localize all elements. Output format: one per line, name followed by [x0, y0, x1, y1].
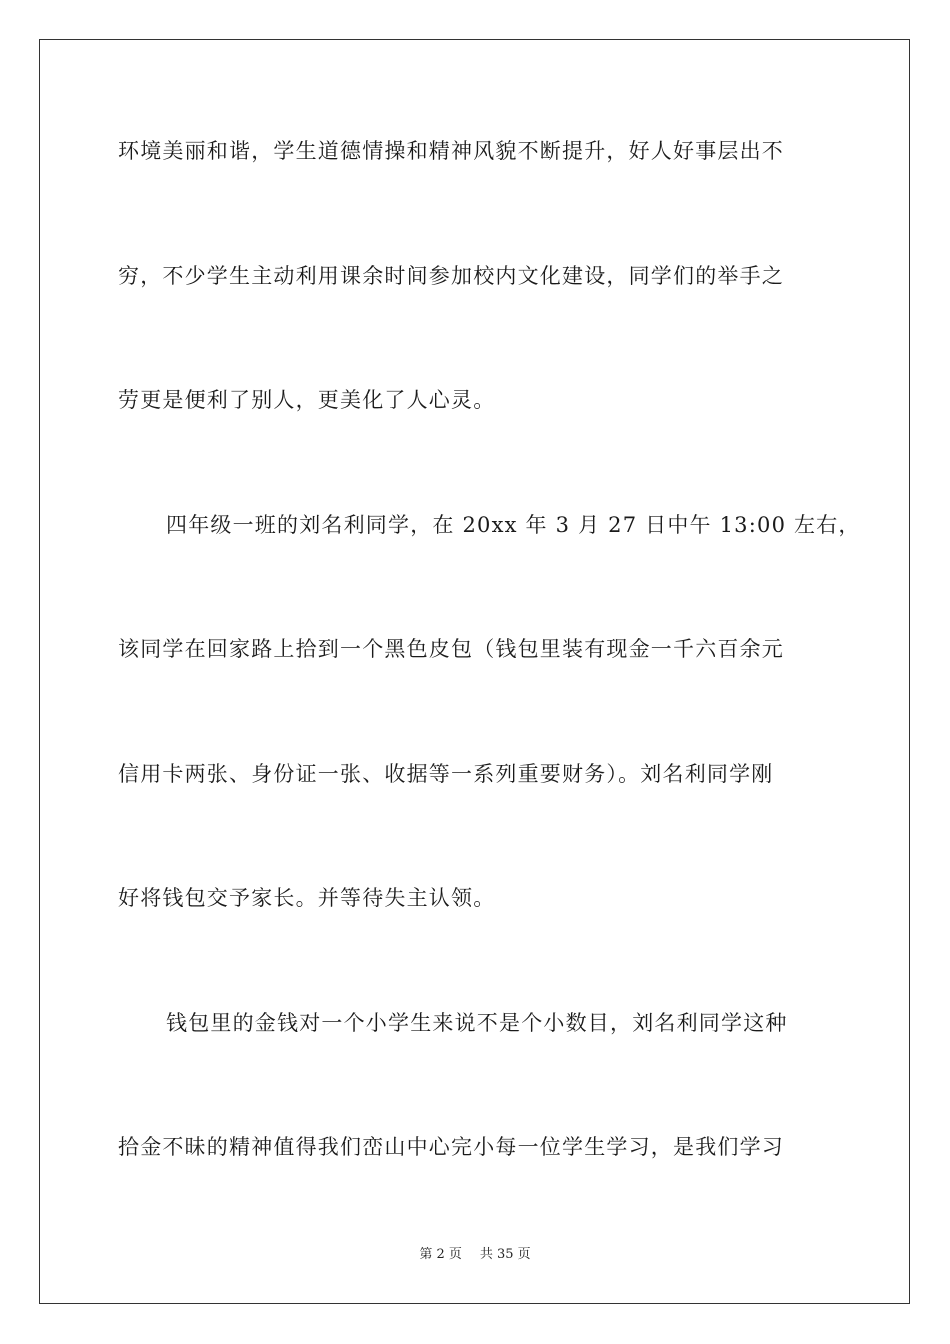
page-total: 共 35 页 — [479, 1247, 531, 1262]
body-line-8: 钱包里的金钱对一个小学生来说不是个小数目，刘名利同学这种 — [166, 1011, 788, 1035]
body-line-4: 四年级一班的刘名利同学，在 20xx 年 3 月 27 日中午 13:00 左右， — [166, 513, 861, 537]
body-line-9: 拾金不昧的精神值得我们峦山中心完小每一位学生学习，是我们学习 — [118, 1135, 784, 1159]
page-footer — [0, 1246, 950, 1264]
body-line-7: 好将钱包交予家长。并等待失主认领。 — [118, 886, 496, 910]
body-line-5: 该同学在回家路上拾到一个黑色皮包（钱包里装有现金一千六百余元 — [118, 637, 784, 661]
body-line-3: 劳更是便利了别人，更美化了人心灵。 — [118, 388, 496, 412]
body-line-6: 信用卡两张、身份证一张、收据等一系列重要财务）。刘名利同学刚 — [118, 762, 774, 786]
body-line-2: 穷，不少学生主动利用课余时间参加校内文化建设，同学们的举手之 — [118, 264, 784, 288]
page-border — [39, 39, 910, 1304]
body-line-1: 环境美丽和谐，学生道德情操和精神风貌不断提升，好人好事层出不 — [118, 139, 784, 163]
page-number: 第 2 页 — [419, 1247, 462, 1262]
